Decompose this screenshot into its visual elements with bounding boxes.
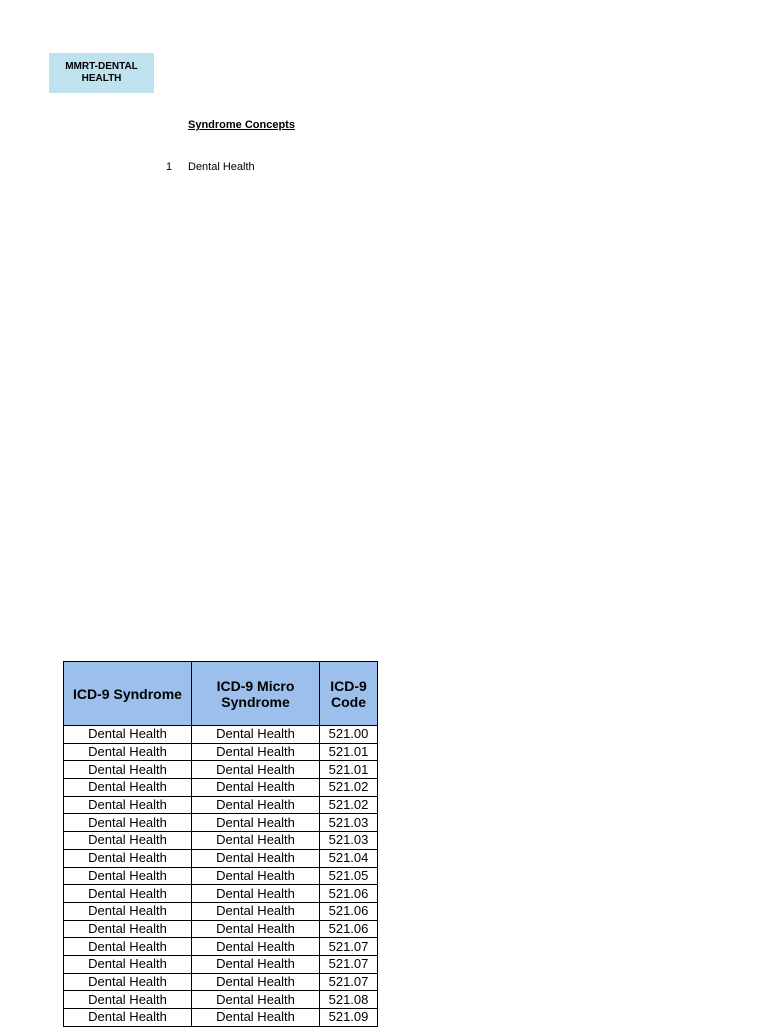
cell-micro-syndrome: Dental Health [192,726,320,744]
cell-code: 521.02 [320,779,378,797]
cell-syndrome: Dental Health [64,1009,192,1027]
cell-syndrome: Dental Health [64,849,192,867]
table-row [64,885,378,903]
cell-micro-syndrome: Dental Health [192,902,320,920]
column-header-code: ICD-9 Code [320,662,378,726]
cell-code: 521.01 [320,743,378,761]
cell-code: 521.06 [320,920,378,938]
cell-syndrome: Dental Health [64,726,192,744]
cell-syndrome: Dental Health [64,779,192,797]
table-row [64,920,378,938]
cell-micro-syndrome: Dental Health [192,885,320,903]
cell-code: 521.07 [320,938,378,956]
section-heading: Syndrome Concepts [188,119,295,131]
cell-code: 521.04 [320,849,378,867]
table-row [64,973,378,991]
cell-micro-syndrome: Dental Health [192,938,320,956]
cell-syndrome: Dental Health [64,832,192,850]
table-row [64,779,378,797]
cell-syndrome: Dental Health [64,867,192,885]
table-row [64,761,378,779]
cell-syndrome: Dental Health [64,902,192,920]
table-header-row [64,662,378,726]
table-row [64,955,378,973]
cell-code: 521.06 [320,885,378,903]
cell-micro-syndrome: Dental Health [192,867,320,885]
cell-syndrome: Dental Health [64,761,192,779]
cell-code: 521.01 [320,761,378,779]
cell-micro-syndrome: Dental Health [192,814,320,832]
cell-syndrome: Dental Health [64,920,192,938]
cell-code: 521.08 [320,991,378,1009]
cell-syndrome: Dental Health [64,955,192,973]
cell-micro-syndrome: Dental Health [192,761,320,779]
table-row [64,796,378,814]
icd9-table [63,661,378,1027]
document-title-box [49,53,154,93]
cell-code: 521.03 [320,832,378,850]
cell-code: 521.00 [320,726,378,744]
cell-code: 521.09 [320,1009,378,1027]
cell-code: 521.03 [320,814,378,832]
cell-code: 521.05 [320,867,378,885]
cell-micro-syndrome: Dental Health [192,779,320,797]
table-row [64,867,378,885]
cell-micro-syndrome: Dental Health [192,955,320,973]
document-title-line-1: MMRT-DENTAL [65,61,138,72]
table-row [64,726,378,744]
cell-micro-syndrome: Dental Health [192,991,320,1009]
cell-syndrome: Dental Health [64,743,192,761]
cell-code: 521.02 [320,796,378,814]
table-row [64,902,378,920]
concept-label: Dental Health [188,161,255,173]
cell-syndrome: Dental Health [64,885,192,903]
table-row [64,938,378,956]
cell-micro-syndrome: Dental Health [192,796,320,814]
table-row [64,814,378,832]
cell-syndrome: Dental Health [64,814,192,832]
document-title-line-2: HEALTH [81,73,122,84]
column-header-syndrome: ICD-9 Syndrome [64,662,192,726]
cell-code: 521.07 [320,973,378,991]
table-row [64,849,378,867]
cell-code: 521.07 [320,955,378,973]
table-body [64,726,378,1027]
cell-micro-syndrome: Dental Health [192,920,320,938]
table-row [64,743,378,761]
cell-code: 521.06 [320,902,378,920]
cell-micro-syndrome: Dental Health [192,743,320,761]
cell-syndrome: Dental Health [64,796,192,814]
cell-syndrome: Dental Health [64,938,192,956]
column-header-micro-syndrome: ICD-9 Micro Syndrome [192,662,320,726]
cell-micro-syndrome: Dental Health [192,973,320,991]
table-row [64,991,378,1009]
table-row [64,832,378,850]
concept-number: 1 [166,161,173,173]
cell-micro-syndrome: Dental Health [192,1009,320,1027]
cell-syndrome: Dental Health [64,973,192,991]
cell-syndrome: Dental Health [64,991,192,1009]
cell-micro-syndrome: Dental Health [192,832,320,850]
cell-micro-syndrome: Dental Health [192,849,320,867]
